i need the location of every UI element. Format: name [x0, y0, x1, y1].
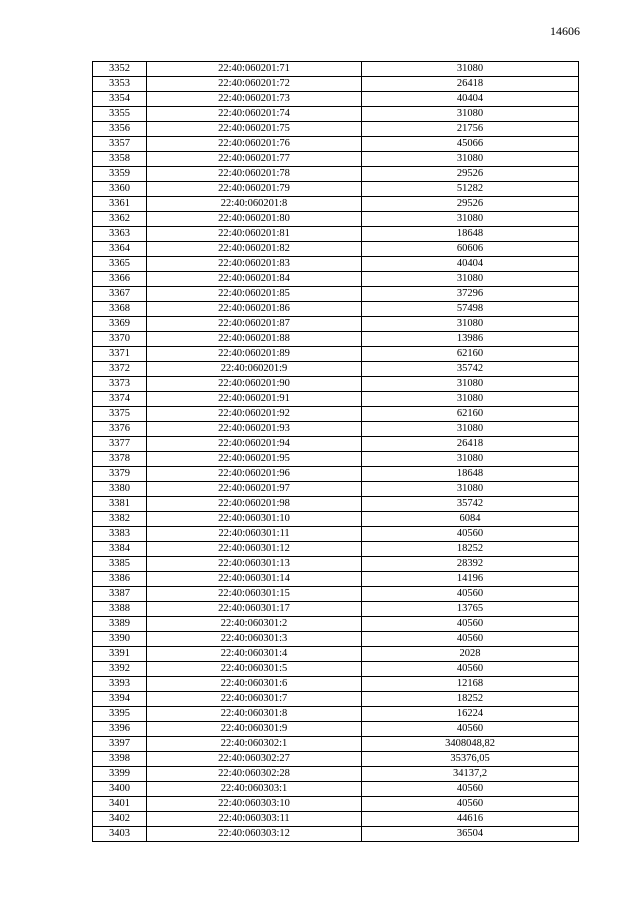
row-number-cell: 3355 — [93, 107, 147, 122]
table-row — [93, 482, 579, 497]
table-row — [93, 767, 579, 782]
row-number-cell: 3391 — [93, 647, 147, 662]
cadastral-number-cell: 22:40:060201:74 — [147, 107, 362, 122]
value-cell: 21756 — [362, 122, 579, 137]
cadastral-number-cell: 22:40:060201:87 — [147, 317, 362, 332]
cadastral-number-cell: 22:40:060303:11 — [147, 812, 362, 827]
value-cell: 31080 — [362, 482, 579, 497]
table-body — [93, 62, 579, 842]
row-number-cell: 3399 — [93, 767, 147, 782]
table-row — [93, 302, 579, 317]
row-number-cell: 3372 — [93, 362, 147, 377]
row-number-cell: 3387 — [93, 587, 147, 602]
cadastral-number-cell: 22:40:060302:27 — [147, 752, 362, 767]
table-row — [93, 692, 579, 707]
row-number-cell: 3367 — [93, 287, 147, 302]
row-number-cell: 3381 — [93, 497, 147, 512]
table-row — [93, 572, 579, 587]
row-number-cell: 3373 — [93, 377, 147, 392]
value-cell: 40404 — [362, 92, 579, 107]
table-row — [93, 122, 579, 137]
value-cell: 31080 — [362, 272, 579, 287]
table-row — [93, 212, 579, 227]
row-number-cell: 3375 — [93, 407, 147, 422]
table-row — [93, 347, 579, 362]
value-cell: 40404 — [362, 257, 579, 272]
cadastral-number-cell: 22:40:060301:6 — [147, 677, 362, 692]
value-cell: 6084 — [362, 512, 579, 527]
row-number-cell: 3394 — [93, 692, 147, 707]
cadastral-number-cell: 22:40:060201:91 — [147, 392, 362, 407]
value-cell: 12168 — [362, 677, 579, 692]
table-row — [93, 557, 579, 572]
cadastral-number-cell: 22:40:060201:89 — [147, 347, 362, 362]
table-row — [93, 677, 579, 692]
cadastral-number-cell: 22:40:060201:83 — [147, 257, 362, 272]
value-cell: 40560 — [362, 617, 579, 632]
table-row — [93, 377, 579, 392]
table-row — [93, 437, 579, 452]
value-cell: 57498 — [362, 302, 579, 317]
cadastral-number-cell: 22:40:060302:1 — [147, 737, 362, 752]
table-row — [93, 647, 579, 662]
table-row — [93, 782, 579, 797]
row-number-cell: 3354 — [93, 92, 147, 107]
row-number-cell: 3384 — [93, 542, 147, 557]
cadastral-number-cell: 22:40:060301:14 — [147, 572, 362, 587]
row-number-cell: 3358 — [93, 152, 147, 167]
cadastral-number-cell: 22:40:060201:88 — [147, 332, 362, 347]
cadastral-number-cell: 22:40:060201:81 — [147, 227, 362, 242]
value-cell: 31080 — [362, 152, 579, 167]
row-number-cell: 3360 — [93, 182, 147, 197]
value-cell: 14196 — [362, 572, 579, 587]
value-cell: 31080 — [362, 212, 579, 227]
value-cell: 26418 — [362, 77, 579, 92]
cadastral-number-cell: 22:40:060201:95 — [147, 452, 362, 467]
cadastral-number-cell: 22:40:060301:12 — [147, 542, 362, 557]
value-cell: 40560 — [362, 782, 579, 797]
table-row — [93, 392, 579, 407]
cadastral-number-cell: 22:40:060201:72 — [147, 77, 362, 92]
table-row — [93, 92, 579, 107]
data-table — [92, 61, 579, 842]
row-number-cell: 3402 — [93, 812, 147, 827]
table-row — [93, 587, 579, 602]
value-cell: 62160 — [362, 347, 579, 362]
cadastral-number-cell: 22:40:060201:82 — [147, 242, 362, 257]
table-row — [93, 257, 579, 272]
cadastral-number-cell: 22:40:060301:7 — [147, 692, 362, 707]
table-row — [93, 407, 579, 422]
value-cell: 18648 — [362, 467, 579, 482]
cadastral-number-cell: 22:40:060301:2 — [147, 617, 362, 632]
cadastral-number-cell: 22:40:060201:93 — [147, 422, 362, 437]
value-cell: 31080 — [362, 422, 579, 437]
value-cell: 60606 — [362, 242, 579, 257]
table-row — [93, 137, 579, 152]
cadastral-number-cell: 22:40:060201:94 — [147, 437, 362, 452]
row-number-cell: 3398 — [93, 752, 147, 767]
table-row — [93, 527, 579, 542]
table-row — [93, 167, 579, 182]
table-row — [93, 317, 579, 332]
cadastral-number-cell: 22:40:060201:97 — [147, 482, 362, 497]
row-number-cell: 3389 — [93, 617, 147, 632]
cadastral-number-cell: 22:40:060301:17 — [147, 602, 362, 617]
value-cell: 35742 — [362, 497, 579, 512]
value-cell: 62160 — [362, 407, 579, 422]
row-number-cell: 3377 — [93, 437, 147, 452]
cadastral-number-cell: 22:40:060201:71 — [147, 62, 362, 77]
cadastral-number-cell: 22:40:060301:9 — [147, 722, 362, 737]
value-cell: 18252 — [362, 542, 579, 557]
row-number-cell: 3392 — [93, 662, 147, 677]
cadastral-number-cell: 22:40:060201:79 — [147, 182, 362, 197]
value-cell: 40560 — [362, 797, 579, 812]
row-number-cell: 3386 — [93, 572, 147, 587]
table-row — [93, 452, 579, 467]
value-cell: 13986 — [362, 332, 579, 347]
table-row — [93, 707, 579, 722]
value-cell: 40560 — [362, 632, 579, 647]
table-row — [93, 662, 579, 677]
cadastral-number-cell: 22:40:060201:86 — [147, 302, 362, 317]
value-cell: 31080 — [362, 377, 579, 392]
table-row — [93, 227, 579, 242]
value-cell: 36504 — [362, 827, 579, 842]
row-number-cell: 3362 — [93, 212, 147, 227]
cadastral-number-cell: 22:40:060301:5 — [147, 662, 362, 677]
value-cell: 2028 — [362, 647, 579, 662]
value-cell: 13765 — [362, 602, 579, 617]
table-row — [93, 827, 579, 842]
value-cell: 51282 — [362, 182, 579, 197]
cadastral-number-cell: 22:40:060201:92 — [147, 407, 362, 422]
row-number-cell: 3365 — [93, 257, 147, 272]
row-number-cell: 3366 — [93, 272, 147, 287]
row-number-cell: 3370 — [93, 332, 147, 347]
cadastral-number-cell: 22:40:060201:90 — [147, 377, 362, 392]
value-cell: 35376,05 — [362, 752, 579, 767]
cadastral-number-cell: 22:40:060201:78 — [147, 167, 362, 182]
table-row — [93, 512, 579, 527]
row-number-cell: 3390 — [93, 632, 147, 647]
cadastral-number-cell: 22:40:060201:96 — [147, 467, 362, 482]
row-number-cell: 3396 — [93, 722, 147, 737]
cadastral-number-cell: 22:40:060301:3 — [147, 632, 362, 647]
cadastral-number-cell: 22:40:060201:85 — [147, 287, 362, 302]
value-cell: 37296 — [362, 287, 579, 302]
row-number-cell: 3400 — [93, 782, 147, 797]
table-row — [93, 632, 579, 647]
table-row — [93, 197, 579, 212]
row-number-cell: 3361 — [93, 197, 147, 212]
row-number-cell: 3403 — [93, 827, 147, 842]
row-number-cell: 3378 — [93, 452, 147, 467]
cadastral-number-cell: 22:40:060303:10 — [147, 797, 362, 812]
cadastral-number-cell: 22:40:060301:10 — [147, 512, 362, 527]
value-cell: 31080 — [362, 62, 579, 77]
value-cell: 44616 — [362, 812, 579, 827]
value-cell: 18252 — [362, 692, 579, 707]
row-number-cell: 3376 — [93, 422, 147, 437]
value-cell: 31080 — [362, 392, 579, 407]
table-row — [93, 77, 579, 92]
table-row — [93, 422, 579, 437]
value-cell: 3408048,82 — [362, 737, 579, 752]
row-number-cell: 3352 — [93, 62, 147, 77]
page-number: 14606 — [550, 24, 580, 38]
table-row — [93, 497, 579, 512]
row-number-cell: 3374 — [93, 392, 147, 407]
cadastral-number-cell: 22:40:060301:13 — [147, 557, 362, 572]
table-row — [93, 812, 579, 827]
row-number-cell: 3385 — [93, 557, 147, 572]
cadastral-number-cell: 22:40:060302:28 — [147, 767, 362, 782]
row-number-cell: 3393 — [93, 677, 147, 692]
row-number-cell: 3353 — [93, 77, 147, 92]
cadastral-number-cell: 22:40:060201:98 — [147, 497, 362, 512]
value-cell: 31080 — [362, 452, 579, 467]
row-number-cell: 3356 — [93, 122, 147, 137]
table-row — [93, 602, 579, 617]
value-cell: 40560 — [362, 722, 579, 737]
row-number-cell: 3357 — [93, 137, 147, 152]
cadastral-number-cell: 22:40:060201:73 — [147, 92, 362, 107]
value-cell: 29526 — [362, 197, 579, 212]
cadastral-number-cell: 22:40:060303:1 — [147, 782, 362, 797]
row-number-cell: 3363 — [93, 227, 147, 242]
value-cell: 29526 — [362, 167, 579, 182]
table-row — [93, 62, 579, 77]
cadastral-number-cell: 22:40:060301:15 — [147, 587, 362, 602]
cadastral-number-cell: 22:40:060201:75 — [147, 122, 362, 137]
value-cell: 45066 — [362, 137, 579, 152]
table-row — [93, 107, 579, 122]
cadastral-number-cell: 22:40:060201:9 — [147, 362, 362, 377]
table-row — [93, 752, 579, 767]
cadastral-number-cell: 22:40:060301:4 — [147, 647, 362, 662]
value-cell: 34137,2 — [362, 767, 579, 782]
table-row — [93, 332, 579, 347]
row-number-cell: 3395 — [93, 707, 147, 722]
row-number-cell: 3380 — [93, 482, 147, 497]
value-cell: 40560 — [362, 587, 579, 602]
cadastral-number-cell: 22:40:060201:76 — [147, 137, 362, 152]
table-row — [93, 287, 579, 302]
value-cell: 40560 — [362, 527, 579, 542]
cadastral-number-cell: 22:40:060301:11 — [147, 527, 362, 542]
value-cell: 31080 — [362, 317, 579, 332]
value-cell: 16224 — [362, 707, 579, 722]
row-number-cell: 3382 — [93, 512, 147, 527]
table-row — [93, 722, 579, 737]
table-row — [93, 272, 579, 287]
cadastral-number-cell: 22:40:060303:12 — [147, 827, 362, 842]
value-cell: 26418 — [362, 437, 579, 452]
row-number-cell: 3364 — [93, 242, 147, 257]
value-cell: 31080 — [362, 107, 579, 122]
row-number-cell: 3388 — [93, 602, 147, 617]
table-row — [93, 467, 579, 482]
cadastral-number-cell: 22:40:060201:84 — [147, 272, 362, 287]
row-number-cell: 3369 — [93, 317, 147, 332]
row-number-cell: 3397 — [93, 737, 147, 752]
table-row — [93, 542, 579, 557]
row-number-cell: 3371 — [93, 347, 147, 362]
row-number-cell: 3359 — [93, 167, 147, 182]
table-row — [93, 152, 579, 167]
value-cell: 28392 — [362, 557, 579, 572]
row-number-cell: 3379 — [93, 467, 147, 482]
value-cell: 35742 — [362, 362, 579, 377]
cadastral-number-cell: 22:40:060301:8 — [147, 707, 362, 722]
cadastral-number-cell: 22:40:060201:77 — [147, 152, 362, 167]
cadastral-number-cell: 22:40:060201:8 — [147, 197, 362, 212]
value-cell: 18648 — [362, 227, 579, 242]
table-row — [93, 182, 579, 197]
cadastral-number-cell: 22:40:060201:80 — [147, 212, 362, 227]
row-number-cell: 3401 — [93, 797, 147, 812]
table-row — [93, 797, 579, 812]
value-cell: 40560 — [362, 662, 579, 677]
table-row — [93, 362, 579, 377]
table-row — [93, 242, 579, 257]
table-row — [93, 617, 579, 632]
table-row — [93, 737, 579, 752]
row-number-cell: 3383 — [93, 527, 147, 542]
row-number-cell: 3368 — [93, 302, 147, 317]
